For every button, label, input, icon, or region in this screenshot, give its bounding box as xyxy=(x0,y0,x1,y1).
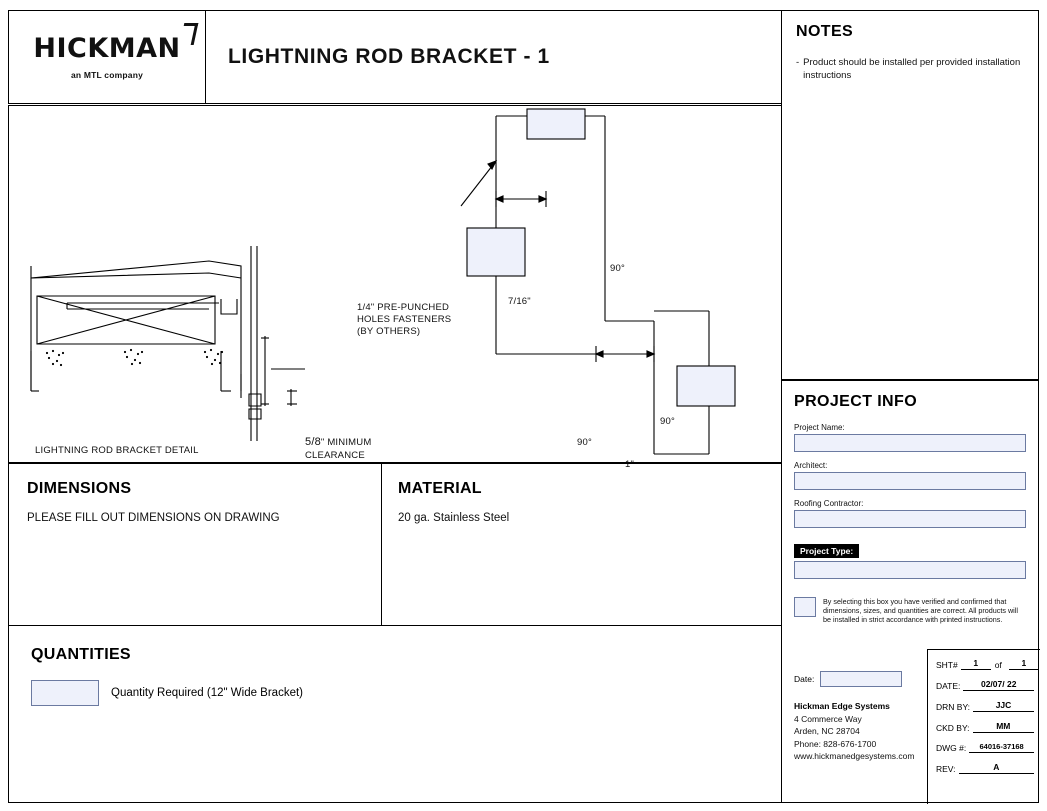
logo-tagline: an MTL company xyxy=(70,69,144,80)
date-label: DATE: xyxy=(936,681,961,691)
prepunched-note xyxy=(357,302,451,338)
project-type-label: Project Type: xyxy=(794,544,859,558)
material-body: 20 ga. Stainless Steel xyxy=(398,512,510,524)
notes-heading: NOTES xyxy=(796,23,854,40)
prepunched-note-line3: (BY OTHERS) xyxy=(357,325,421,337)
signature-date-label: Date: xyxy=(794,674,815,684)
texture-dots xyxy=(46,349,223,366)
clearance-line2: CLEARANCE xyxy=(305,449,365,461)
company-name: Hickman Edge Systems xyxy=(794,701,890,711)
note-text: Product should be installed per provided installation instructions xyxy=(803,57,1021,81)
technical-drawing xyxy=(9,106,781,462)
dimensions-panel xyxy=(8,463,382,626)
dwg-number-value: 64016-37168 xyxy=(969,742,1034,753)
quantity-input[interactable] xyxy=(31,680,99,706)
logo-corner-mark-icon xyxy=(180,23,199,45)
drawing-meta-block xyxy=(927,649,1040,804)
dimension-7-16-label: 7/16" xyxy=(508,296,531,307)
architect-label: Architect: xyxy=(794,461,828,470)
signature-date-row xyxy=(794,671,929,687)
note-item xyxy=(796,57,1024,83)
dwg-number-row xyxy=(936,742,1034,753)
material-heading: MATERIAL xyxy=(398,480,482,497)
sheet-of-label: of xyxy=(994,660,1002,670)
quantities-heading: QUANTITIES xyxy=(31,646,131,663)
angle-mid-label: 90° xyxy=(577,437,592,448)
roofing-contractor-label: Roofing Contractor: xyxy=(794,499,864,508)
date-row xyxy=(936,679,1034,691)
drawing-panel xyxy=(8,105,782,470)
company-address-line1: 4 Commerce Way xyxy=(794,714,862,724)
quantity-row xyxy=(31,680,759,706)
project-name-label: Project Name: xyxy=(794,423,845,432)
sheet-title-cell xyxy=(205,10,782,104)
sheet-number-value: 1 xyxy=(961,658,991,670)
drawn-by-label: DRN BY: xyxy=(936,702,971,712)
notes-panel xyxy=(781,10,1039,380)
dimensions-heading: DIMENSIONS xyxy=(27,480,132,497)
prepunched-note-line2: HOLES FASTENERS xyxy=(357,313,452,325)
dimensions-body: PLEASE FILL OUT DIMENSIONS ON DRAWING xyxy=(27,512,280,524)
note-dash: - xyxy=(796,57,800,68)
quantity-label: Quantity Required (12" Wide Bracket) xyxy=(111,687,303,699)
page-title: LIGHTNING ROD BRACKET - 1 xyxy=(228,45,550,68)
clearance-note xyxy=(305,436,371,462)
company-address-line2: Arden, NC 28704 xyxy=(794,726,860,737)
revision-value: A xyxy=(959,762,1034,774)
detail-caption: LIGHTNING ROD BRACKET DETAIL xyxy=(35,445,199,456)
drawn-by-row xyxy=(936,700,1034,712)
roofing-contractor-input[interactable] xyxy=(794,510,1026,528)
angle-right-label: 90° xyxy=(660,416,675,427)
revision-label: REV: xyxy=(936,764,956,774)
signature-date-input[interactable] xyxy=(820,671,902,687)
verification-text: By selecting this box you have verified and confirmed that dimensions, sizes, and quantities are correct. All products will be installed in strict accordance with printed instructions. xyxy=(823,597,1018,625)
sheet-number-label: SHT# xyxy=(936,660,958,670)
fastener-squares xyxy=(467,109,735,406)
date-value: 02/07/ 22 xyxy=(963,679,1034,691)
checked-by-value: MM xyxy=(973,721,1034,733)
checked-by-row xyxy=(936,721,1034,733)
sheet-number-row xyxy=(936,658,1034,670)
company-address-block xyxy=(794,671,929,762)
logo-wrap xyxy=(22,32,192,64)
verification-row xyxy=(794,597,1026,625)
angle-top-label: 90° xyxy=(610,263,625,274)
architect-input[interactable] xyxy=(794,472,1026,490)
company-website[interactable]: www.hickmanedgesystems.com xyxy=(794,750,915,761)
clearance-fraction: 5/8 xyxy=(305,436,321,448)
company-logo-cell xyxy=(8,10,206,104)
quantities-panel xyxy=(8,625,782,803)
revision-row xyxy=(936,762,1034,774)
checked-by-label: CKD BY: xyxy=(936,723,970,733)
sheet-of-value: 1 xyxy=(1009,658,1039,670)
clearance-line1: " MINIMUM xyxy=(320,437,372,448)
dimension-1in-label: 1" xyxy=(625,459,635,470)
prepunched-note-line1: 1/4" PRE-PUNCHED xyxy=(357,302,450,313)
material-panel xyxy=(381,463,782,626)
project-info-heading: PROJECT INFO xyxy=(794,393,918,410)
project-type-input[interactable] xyxy=(794,561,1026,579)
verification-checkbox[interactable] xyxy=(794,597,816,617)
project-name-input[interactable] xyxy=(794,434,1026,452)
project-info-panel xyxy=(781,380,1039,803)
dwg-number-label: DWG #: xyxy=(936,743,967,753)
drawn-by-value: JJC xyxy=(973,700,1034,712)
company-phone: Phone: 828-676-1700 xyxy=(794,738,877,749)
logo-wordmark: HICKMAN xyxy=(33,32,181,64)
